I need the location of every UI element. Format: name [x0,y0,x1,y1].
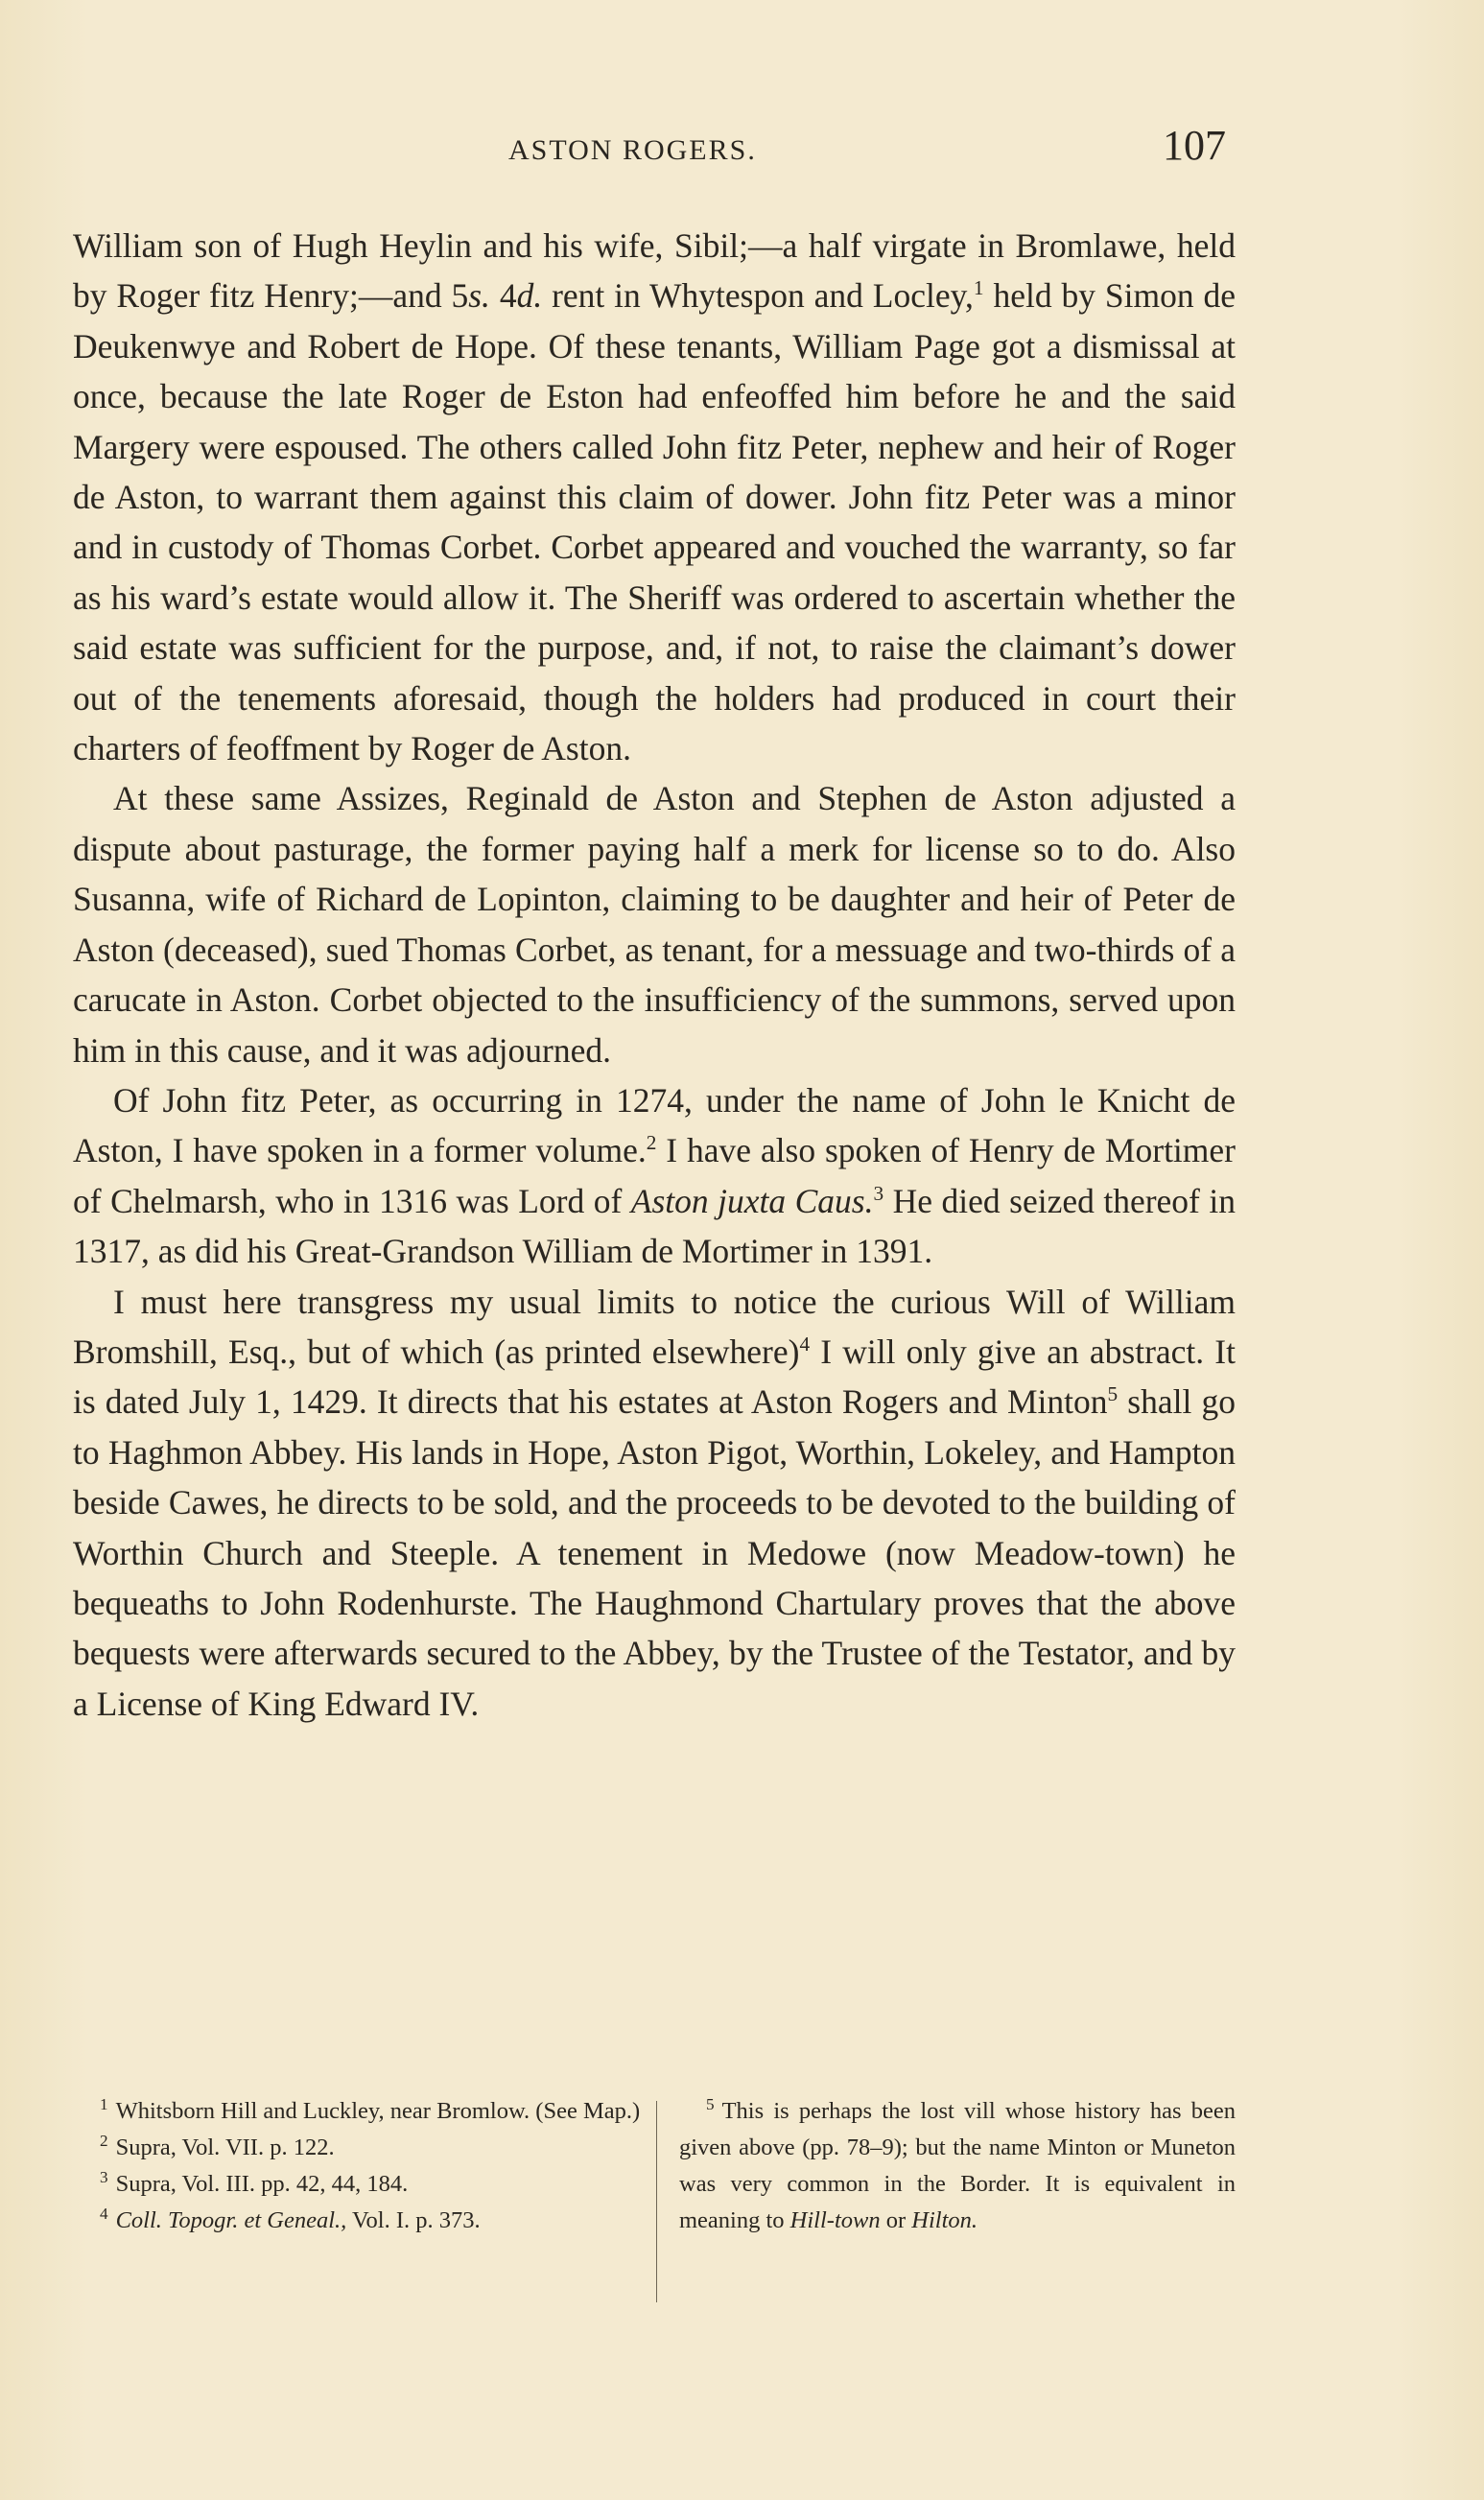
footnote-4: $^4$ Coll. Topogr. et Geneal., Vol. I. p. 373. [100,2204,481,2233]
paragraph-4: I must here transgress my usual limits to notice the curious Will of William Bromshill, Esq., but of which (as printed elsewhere)$^4$ I will only give an abstract. It is dated July 1, 1429. It directs that his estates at Aston Rogers and Minton$^5$ shall go to Haghmon Abbey. His lands in Hope, Aston Pigot, Worthin, Lokeley, and Hampton beside Cawes, he directs to be sold, and the proceeds to be devoted to the building of Worthin Church and Steeple. A tenement in Medowe (now Meadow-town) he bequeaths to John Rodenhurste. The Haughmond Chartulary proves that the above bequests were afterwards secured to the Abbey, by the Trustee of the Testator, and by a License of King Edward IV. [73,1282,1236,1723]
footnote-2: $^2$ Supra, Vol. VII. p. 122. [100,2131,335,2160]
footnote-ref-2[interactable]: 2 [646,1131,657,1155]
page-number: 107 [1163,122,1226,169]
footnote-5: $^5$ This is perhaps the lost vill whose history has been given above (pp. 78–9); but the name Minton or Muneton was very common in the Border. It is equivalent in meaning to Hill-town or Hilton. [679,2094,1236,2233]
footnote-column-divider [656,2101,657,2302]
paragraph-3: Of John fitz Peter, as occurring in 1274, under the name of John le Knicht de Aston, I have spoken in a former volume.$^2$ I have also spoken of Henry de Mortimer of Chelmarsh, who in 1316 was Lord of Aston juxta Caus.$^3$ He died seized thereof in 1317, as did his Great-Grandson William de Mortimer in 1391. [73,1080,1236,1271]
paragraph-2: At these same Assizes, Reginald de Aston and Stephen de Aston adjusted a dispute about pasturage, the former paying half a merk for license so to do. Also Susanna, wife of Richard de Lopinton, claiming to be daughter and heir of Peter de Aston (deceased), sued Thomas Corbet, as tenant, for a messuage and two-thirds of a carucate in Aston. Corbet objected to the insufficiency of the summons, served upon him in this cause, and it was adjourned. [73,779,1236,1070]
footnote-ref-5[interactable]: 5 [1107,1382,1119,1406]
footnote-ref-3[interactable]: 3 [873,1181,884,1205]
footnote-1: $^1$ Whitsborn Hill and Luckley, near Bromlow. (See Map.) [100,2094,641,2124]
footnote-3: $^3$ Supra, Vol. III. pp. 42, 44, 184. [100,2167,409,2197]
footnotes-left-column [73,2093,648,2239]
footnotes [73,2093,1236,2304]
footnote-ref-4[interactable]: 4 [799,1333,811,1356]
main-text [73,221,1236,1729]
footnotes-right-column [679,2093,1236,2239]
paragraph-1: William son of Hugh Heylin and his wife, Sibil;—a half virgate in Bromlawe, held by Roger fitz Henry;—and 5s. 4d. rent in Whytespon and Locley,$^1$ held by Simon de Deukenwye and Robert de Hope. Of these tenants, William Page got a dismissal at once, because the late Roger de Eston had enfeoffed him before he and the said Margery were espoused. The others called John fitz Peter, nephew and heir of Roger de Aston, to warrant them against this claim of dower. John fitz Peter was a minor and in custody of Thomas Corbet. Corbet appeared and vouched the warranty, so far as his ward’s estate would allow it. The Sheriff was ordered to ascertain whether the said estate was sufficient for the purpose, and, if not, to raise the claimant’s dower out of the tenements aforesaid, though the holders had produced in court their charters of feoffment by Roger de Aston. [73,226,1236,768]
running-head: ASTON ROGERS. [508,134,757,166]
footnote-ref-1[interactable]: 1 [973,276,984,300]
